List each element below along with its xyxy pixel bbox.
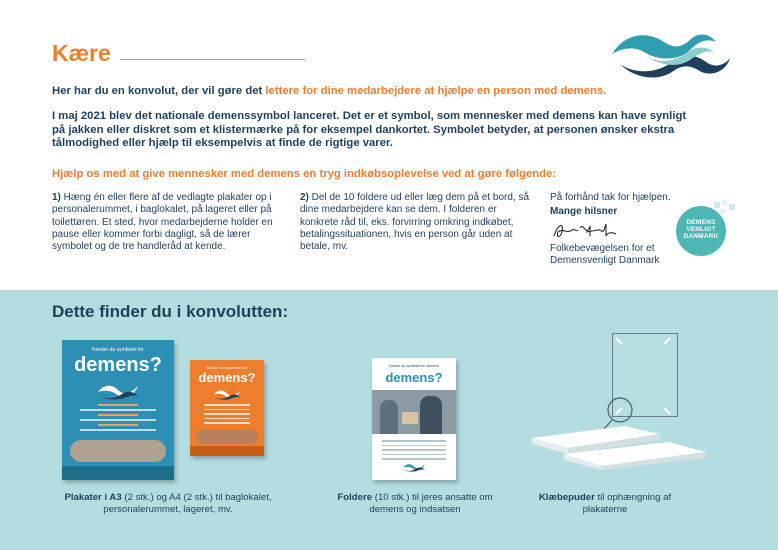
folder-headline: demens?	[385, 370, 443, 385]
poster-question: Kender du symbolet for	[206, 365, 248, 370]
poster-a3-image	[62, 340, 174, 480]
greeting: Kære	[52, 40, 111, 66]
help-heading: Hjælp os med at give mennesker med demens en tryg indkøbsoplevelse ved at gøre følgende:	[52, 168, 557, 180]
demensvenligt-badge	[676, 206, 726, 256]
dementia-symbol-icon	[402, 462, 426, 472]
step-1	[52, 192, 284, 253]
caption-text: til ophængning af plakaterne	[582, 492, 672, 515]
organisation-name	[550, 243, 690, 268]
caption-bold: Plakater i A3	[64, 492, 122, 503]
intro-sentence	[52, 84, 692, 98]
caption-bold: Foldere	[337, 492, 373, 503]
poster-headline: demens?	[198, 370, 256, 385]
step-text: Del de 10 foldere ud eller læg dem på et bord, så dine medarbejdere kan se dem. I folderen er konkrete råd til, eks. forvirring omkring indkøbet, betalingssituationen, hvis en person går uden at betale, mv.	[300, 192, 530, 253]
badge-line-1: DEMENS	[686, 219, 716, 226]
poster-question: Kender du symbolet for	[92, 347, 144, 353]
intro-highlight: lettere for dine medarbejdere at hjælpe en person med demens.	[265, 85, 607, 97]
step-text: Hæng én eller flere af de vedlagte plakater op i personalerummet, i baglokalet, på lageret eller på toilettøren. Et sted, hvor medarbejderne holder en pause eller kommer forbi dagligt, så de lærer symbolet og de tre handleråd at kende.	[52, 192, 273, 253]
org-line-2: Demensvenligt Danmark	[550, 255, 660, 267]
dementia-symbol-logo	[606, 24, 736, 80]
hands-photo	[70, 440, 166, 462]
poster-footer	[62, 466, 174, 480]
thanks-text: På forhånd tak for hjælpen.	[550, 192, 671, 203]
contents-title: Dette finder du i konvolutten:	[52, 302, 289, 321]
hands-photo	[196, 430, 258, 444]
poster-text-lines	[204, 404, 250, 427]
signature-icon	[550, 218, 620, 242]
step-2	[300, 192, 532, 253]
caption-folders	[325, 492, 505, 516]
badge-line-2: VENLIGT	[686, 226, 716, 233]
regards-text: Mange hilsner	[550, 206, 618, 217]
step-number: 2)	[300, 192, 309, 203]
caption-posters	[48, 492, 288, 516]
folder-question: Kender du symbolet for demens	[389, 364, 439, 368]
poster-headline: demens?	[74, 354, 162, 376]
badge-line-3: DANMARK	[683, 233, 719, 240]
symbol-paragraph: I maj 2021 blev det nationale demenssymbol lanceret. Det er et symbol, som mennesker med demens kan have synligt på jakken eller diskret som et klistermærke på for eksempel dankortet. Symbolet betyder, at personen ønsker ekstra tålmodighed eller hjælp til eksempelvis at finde de rigtige varer.	[52, 110, 687, 150]
store-photo	[372, 390, 456, 434]
folder-image	[372, 358, 456, 480]
folder-text-lines	[382, 440, 446, 463]
caption-text: (2 stk.) og A4 (2 stk.) til baglokalet, personalerummet, lageret, mv.	[103, 492, 272, 515]
intro-text: Her har du en konvolut, der vil gøre det	[52, 85, 266, 97]
org-line-1: Folkebevægelsen for et	[550, 243, 655, 254]
poster-footer	[190, 446, 264, 456]
caption-bold: Klæbepuder	[538, 492, 595, 503]
caption-text: (10 stk.) til jeres ansatte om demens og indsatsen	[369, 492, 493, 515]
dementia-symbol-icon	[212, 388, 242, 400]
name-blank-line	[120, 59, 305, 60]
poster-a4-image	[190, 360, 264, 456]
caption-pads	[535, 492, 675, 516]
step-number: 1)	[52, 192, 61, 203]
dementia-symbol-icon	[96, 382, 140, 400]
poster-text-lines	[80, 404, 156, 434]
adhesive-pads-illustration	[528, 330, 728, 470]
